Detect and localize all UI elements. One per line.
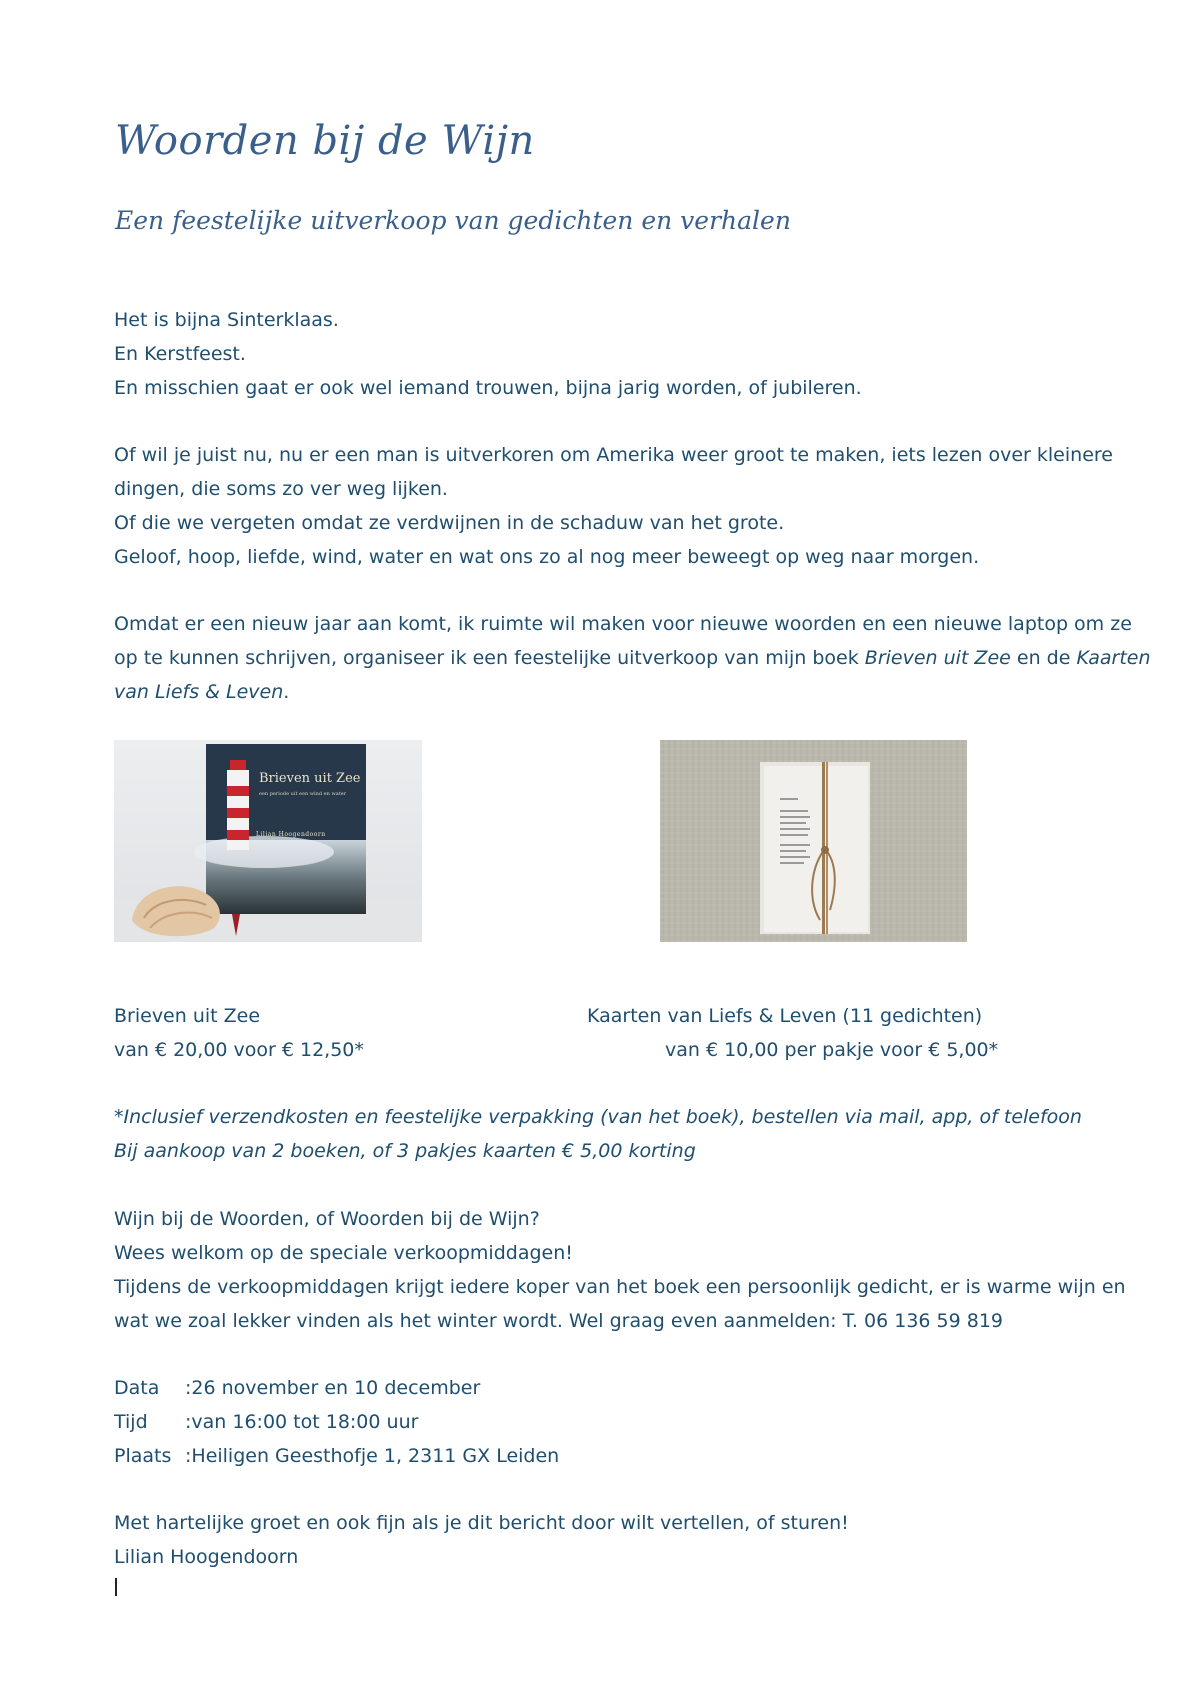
body-line: Wijn bij de Woorden, of Woorden bij de Wijn? xyxy=(114,1208,540,1230)
cards-product-name: Kaarten van Liefs & Leven (11 gedichten) xyxy=(587,1005,983,1027)
body-line: Of die we vergeten omdat ze verdwijnen in de schaduw van het grote. xyxy=(114,512,785,534)
body-text: . xyxy=(283,681,290,703)
body-text: op te kunnen schrijven, organiseer ik een feestelijke uitverkoop van mijn boek xyxy=(114,647,865,669)
shipping-note: *Inclusief verzendkosten en feestelijke verpakking (van het boek), bestellen via mail, app, of telefoon xyxy=(114,1106,1082,1128)
text-cursor[interactable] xyxy=(115,1578,117,1596)
book-cover-title: Brieven uit Zee xyxy=(259,771,361,786)
body-line: Wees welkom op de speciale verkoopmiddagen! xyxy=(114,1242,573,1264)
body-line: wat we zoal lekker vinden als het winter wordt. Wel graag even aanmelden: T. 06 136 59 819 xyxy=(114,1310,1004,1332)
body-line xyxy=(114,681,289,703)
book-photo xyxy=(114,740,422,942)
book-title-reference: Brieven uit Zee xyxy=(864,647,1011,669)
intro-line: En Kerstfeest. xyxy=(114,343,246,365)
info-label-date: Data xyxy=(114,1377,160,1399)
discount-note: Bij aankoop van 2 boeken, of 3 pakjes kaarten € 5,00 korting xyxy=(114,1140,696,1162)
book-product-name: Brieven uit Zee xyxy=(114,1005,261,1027)
intro-line: En misschien gaat er ook wel iemand trouwen, bijna jarig worden, of jubileren. xyxy=(114,377,862,399)
body-line: dingen, die soms zo ver weg lijken. xyxy=(114,478,448,500)
body-line: Omdat er een nieuw jaar aan komt, ik ruimte wil maken voor nieuwe woorden en een nieuwe laptop om ze xyxy=(114,613,1132,635)
info-value-place: :Heiligen Geesthofje 1, 2311 GX Leiden xyxy=(185,1445,560,1467)
cards-title-reference: van Liefs & Leven xyxy=(114,681,284,703)
info-value-time: :van 16:00 tot 18:00 uur xyxy=(185,1411,419,1433)
closing-line: Met hartelijke groet en ook fijn als je dit bericht door wilt vertellen, of sturen! xyxy=(114,1512,849,1534)
page-subtitle: Een feestelijke uitverkoop van gedichten en verhalen xyxy=(115,206,791,235)
info-value-date: :26 november en 10 december xyxy=(185,1377,481,1399)
intro-line: Het is bijna Sinterklaas. xyxy=(114,309,339,331)
body-line: Geloof, hoop, liefde, wind, water en wat ons zo al nog meer beweegt op weg naar morgen. xyxy=(114,546,980,568)
book-cover-author: Lilian Hoogendoorn xyxy=(256,831,326,838)
body-text: en de xyxy=(1010,647,1077,669)
cards-photo xyxy=(660,740,967,942)
cards-title-reference: Kaarten xyxy=(1076,647,1151,669)
body-line: Tijdens de verkoopmiddagen krijgt iedere koper van het boek een persoonlijk gedicht, er is warme wijn en xyxy=(114,1276,1126,1298)
info-label-time: Tijd xyxy=(114,1411,148,1433)
book-cover-subtitle: een periode uit een wind en water xyxy=(259,791,347,797)
signature: Lilian Hoogendoorn xyxy=(114,1546,299,1568)
book-product-price: van € 20,00 voor € 12,50* xyxy=(114,1039,364,1061)
body-line xyxy=(114,647,1151,669)
body-line: Of wil je juist nu, nu er een man is uitverkoren om Amerika weer groot te maken, iets lezen over kleinere xyxy=(114,444,1113,466)
page-title: Woorden bij de Wijn xyxy=(115,118,535,164)
cards-product-price: van € 10,00 per pakje voor € 5,00* xyxy=(665,1039,999,1061)
info-label-place: Plaats xyxy=(114,1445,172,1467)
